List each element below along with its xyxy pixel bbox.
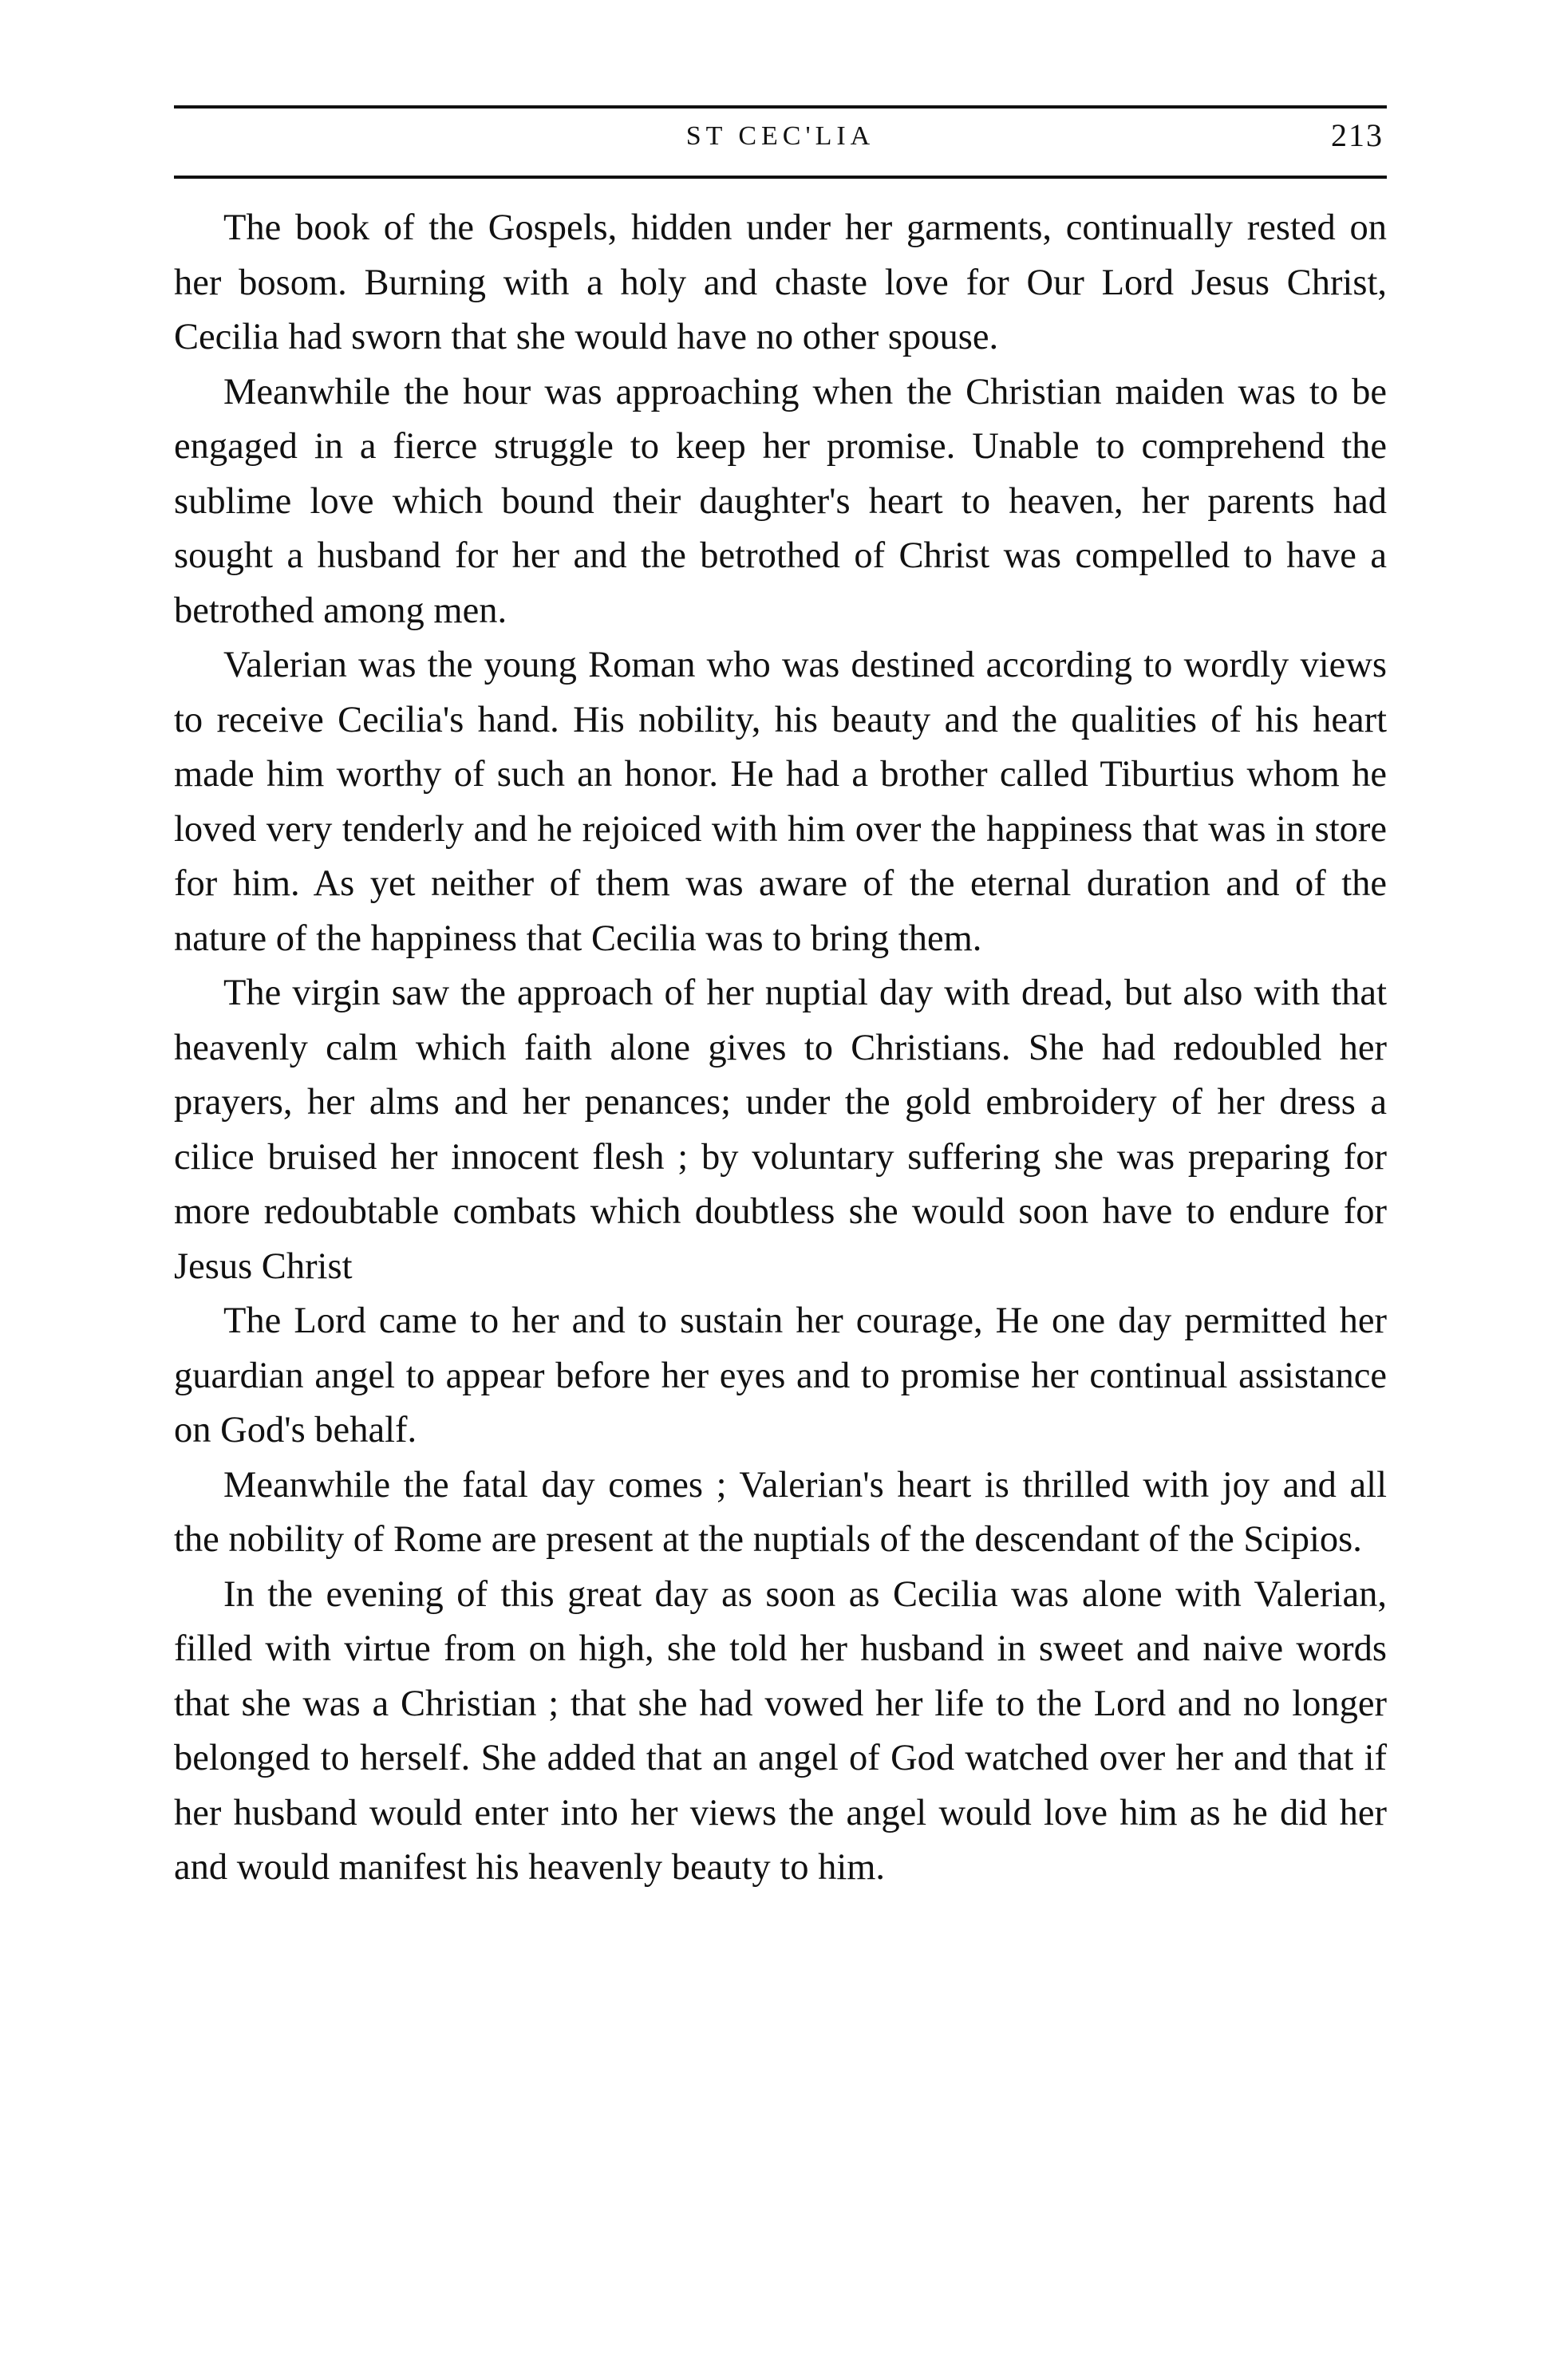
body-text [174,201,1387,1896]
paragraph: Valerian was the young Roman who was destined according to wordly views to receive Cecilia's hand. His nobility, his beauty and the qualities of his heart made him worthy of such an honor. He had a brother called Tiburtius whom he loved very tenderly and he rejoiced with him over the happiness that was in store for him. As yet neither of them was aware of the eternal duration and of the nature of the happiness that Cecilia was to bring them. [174,645,1387,959]
paragraph: The book of the Gospels, hidden under her garments, continually rested on her bosom. Burning with a holy and chaste love for Our Lord Jesus Christ, Cecilia had sworn that she would have no other spouse. [174,207,1387,357]
paragraph: In the evening of this great day as soon as Cecilia was alone with Valerian, filled with virtue from on high, she told her husband in sweet and naive words that she was a Christian ; that she had vowed her life to the Lord and no longer belonged to herself. She added that an angel of God watched over her and that if her husband would enter into her views the angel would love him as he did her and would manifest his heavenly beauty to him. [174,1573,1387,1888]
page-number: 213 [1331,117,1384,153]
header-bottom-rule [174,176,1387,179]
paragraph: The Lord came to her and to sustain her courage, He one day permitted her guardian angel to appear before her eyes and to promise her continual assistance on God's behalf. [174,1301,1387,1450]
paragraph: Meanwhile the hour was approaching when the Christian maiden was to be engaged in a fierce struggle to keep her promise. Unable to comprehend the sublime love which bound their daughter's heart to heaven, her parents had sought a husband for her and the betrothed of Christ was compelled to have a betrothed among men. [174,371,1387,631]
paragraph: The virgin saw the approach of her nuptial day with dread, but also with that heavenly calm which faith alone gives to Christians. She had redoubled her prayers, her alms and her penances; under the gold embroidery of her dress a cilice bruised her innocent flesh ; by voluntary suffering she was preparing for more redoubtable combats which doubtless she would soon have to endure for Jesus Christ [174,973,1387,1287]
running-head: ST CEC'LIA [685,121,875,151]
paragraph: Meanwhile the fatal day comes ; Valerian's heart is thrilled with joy and all the nobility of Rome are present at the nuptials of the descendant of the Scipios. [174,1464,1387,1560]
book-page [174,105,1387,1896]
page-header [174,109,1387,176]
